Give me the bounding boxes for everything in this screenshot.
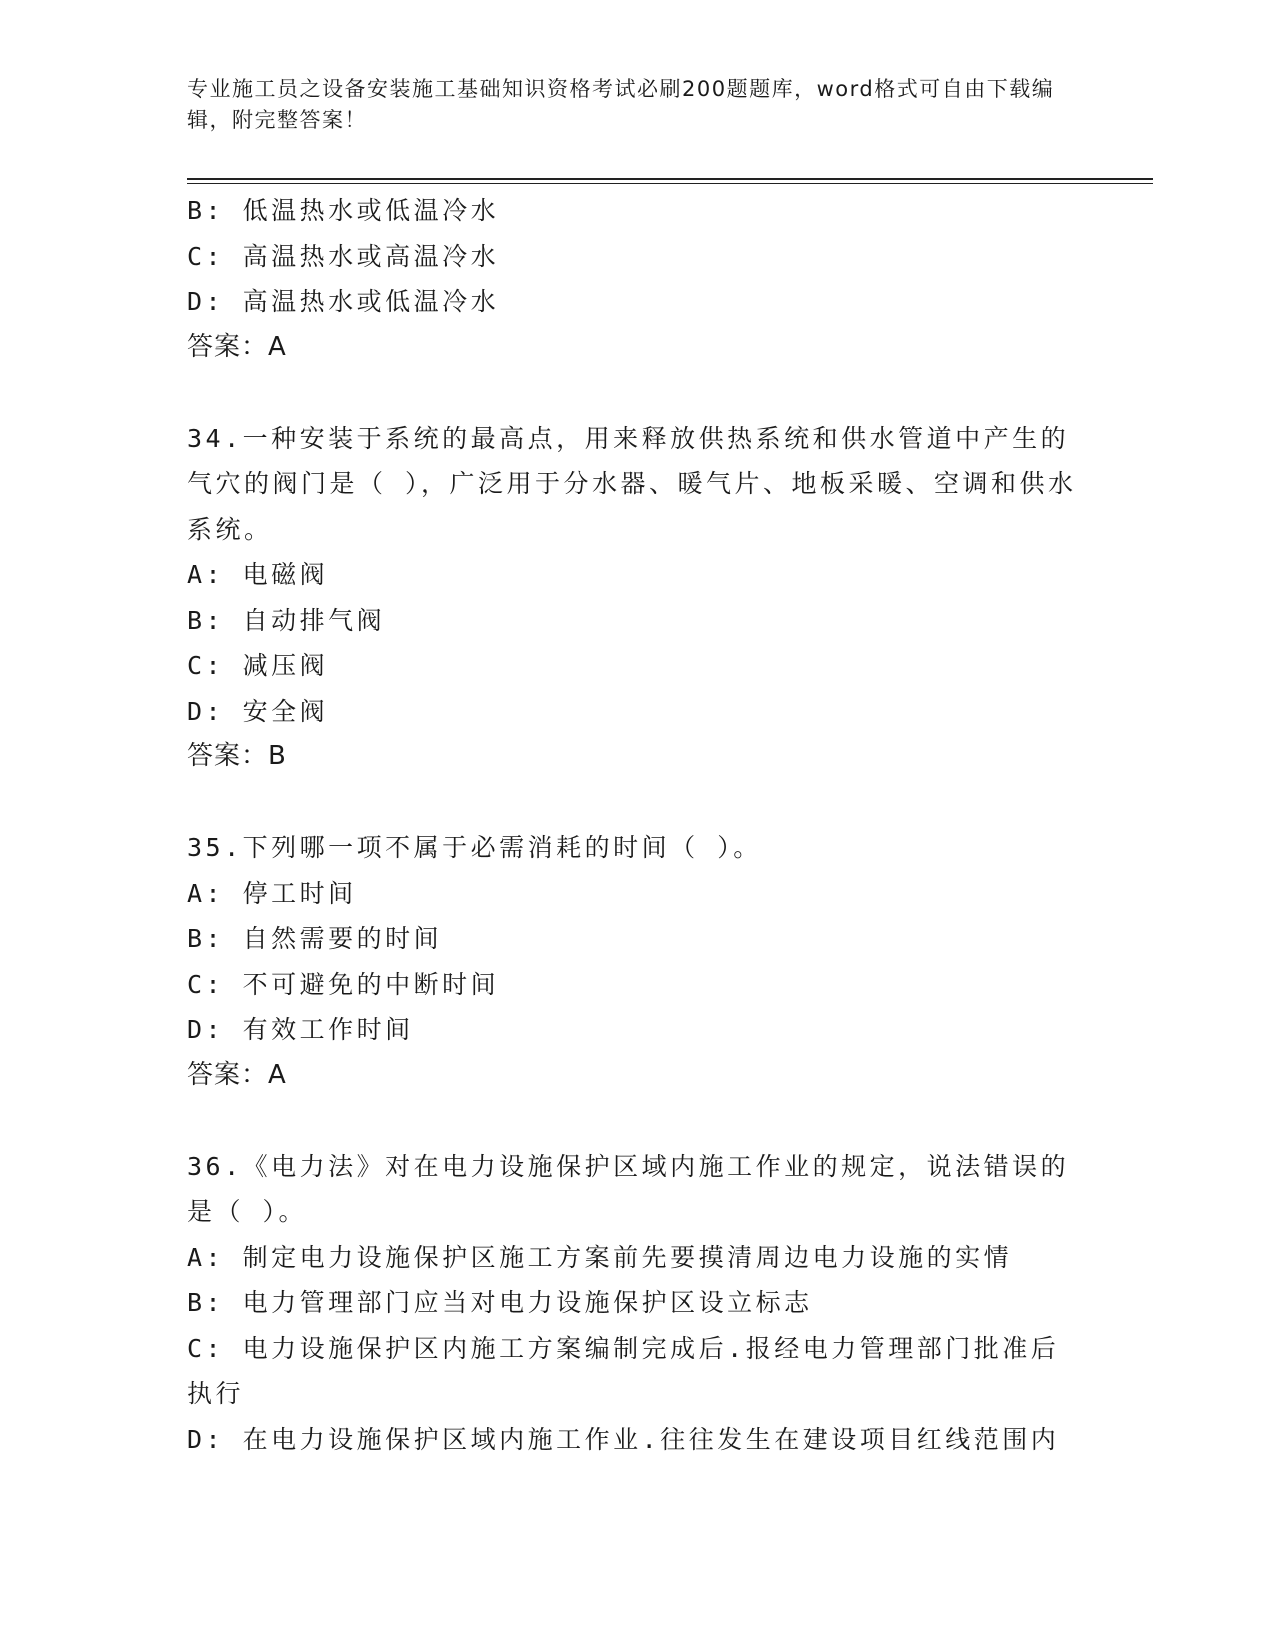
answer-line: 答案：A [187,1059,287,1090]
option-line: B: 自动排气阀 [187,605,386,635]
question-stem: 36.《电力法》对在电力设施保护区域内施工作业的规定，说法错误的是（ ）。 [187,1151,1070,1226]
option-line: A: 制定电力设施保护区施工方案前先要摸清周边电力设施的实情 [187,1242,1013,1272]
option-line: C: 电力设施保护区内施工方案编制完成后.报经电力管理部门批准后执行 [187,1333,1060,1408]
document-header: 专业施工员之设备安装施工基础知识资格考试必刷200题题库，word格式可自由下载编辑，附完整答案！ [187,77,1055,132]
question-stem: 34.一种安装于系统的最高点，用来释放供热系统和供水管道中产生的气穴的阀门是（ ），广泛用于分水器、暖气片、地板采暖、空调和供水系统。 [187,423,1077,544]
header-rule-thick [187,178,1153,180]
option-line: B: 电力管理部门应当对电力设施保护区设立标志 [187,1288,813,1317]
option-line: B: 自然需要的时间 [187,924,443,953]
question-list [187,188,1087,1462]
option-line: A: 停工时间 [187,878,357,908]
option-line: D: 有效工作时间 [187,1015,414,1044]
spacer [187,1098,1087,1144]
answer-line: 答案：A [187,331,287,362]
question-stem: 35.下列哪一项不属于必需消耗的时间（ ）。 [187,833,762,862]
option-line: B: 低温热水或低温冷水 [187,196,500,225]
option-line: D: 安全阀 [187,696,329,726]
option-line: D: 高温热水或低温冷水 [187,287,500,316]
option-line: D: 在电力设施保护区域内施工作业.往往发生在建设项目红线范围内 [187,1424,1060,1454]
option-line: C: 不可避免的中断时间 [187,969,500,999]
spacer [187,780,1087,826]
option-line: A: 电磁阀 [187,560,329,589]
option-line: C: 高温热水或高温冷水 [187,241,500,271]
header-rule-thin [187,183,1153,184]
option-line: C: 减压阀 [187,651,329,680]
answer-line: 答案：B [187,741,287,771]
spacer [187,370,1087,416]
